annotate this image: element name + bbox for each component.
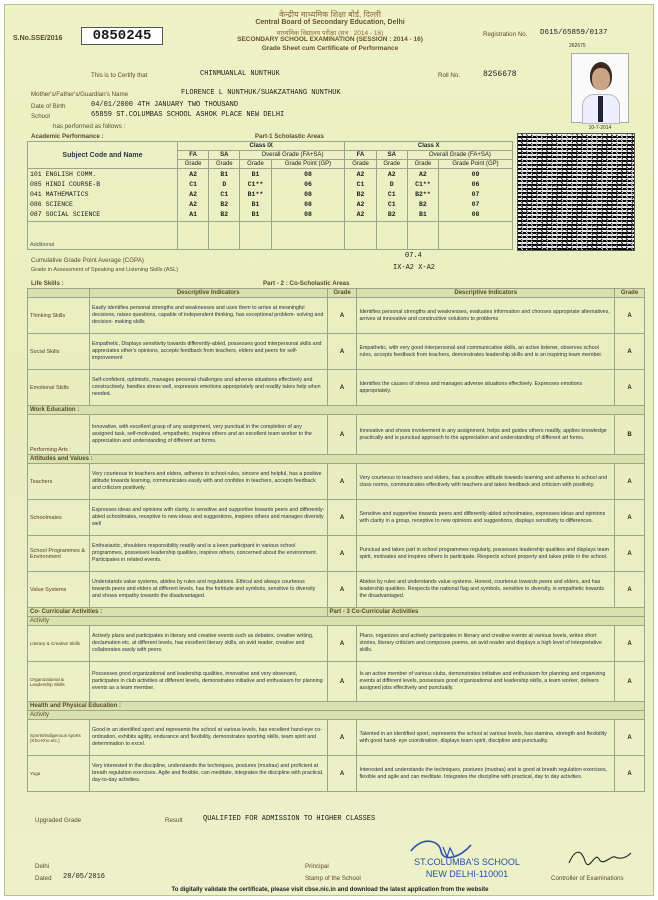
table-row: [28, 370, 645, 406]
cgpa-label: Cumulative Grade Point Average (CGPA): [31, 257, 144, 264]
gp-cell: 08: [471, 211, 480, 219]
grade-cell: C1: [220, 191, 229, 199]
grade-cell: B1: [220, 171, 229, 178]
gp-cell: 09: [471, 171, 480, 178]
certify-label: This is to Certify that: [91, 72, 148, 79]
table-row: [28, 756, 645, 792]
roll-label: Roll No.: [438, 72, 461, 79]
descriptor: Very courteous to teachers and elders, adheres to school rules, sincere and helpful, has a positive attitude towards learning, communicates easily with and confides in teachers, accepts feedback and criticism positively.: [89, 464, 327, 500]
gp-cell: 07: [471, 201, 480, 209]
grade-cell: A: [327, 756, 357, 792]
stamp-line-1: ST.COLUMBA'S SCHOOL: [414, 857, 520, 867]
grade-cell: A: [327, 298, 357, 334]
subject-name: 086 SCIENCE: [30, 201, 73, 209]
stamp-label: Stamp of the School: [305, 875, 361, 882]
grade-cell: C1: [189, 181, 197, 189]
grade9b-header: Grade: [209, 160, 240, 169]
grade-cell: A: [327, 720, 357, 756]
grade-cell: A: [614, 662, 644, 702]
sa9-header: SA: [209, 151, 240, 160]
grade10c-header: Grade: [407, 160, 438, 169]
fa10-header: FA: [345, 151, 376, 160]
school-stamp: [401, 835, 531, 887]
table-row: [28, 720, 645, 756]
grade-cell: A: [327, 370, 357, 406]
subject-name: 041 MATHEMATICS: [30, 191, 89, 199]
grade-cell: A: [327, 334, 357, 370]
scholastic-table: [27, 141, 513, 250]
life-skills-title: Life Skills :: [31, 280, 64, 287]
descriptor: Innovative, with excellent grasp of any assignment, very punctual in the completion of any assigned task, self-motivated, empathetic, inspires others and an excellent team worker to the appreciation and understanding of different art forms.: [89, 415, 327, 455]
photo-caption: 10-7-2014: [588, 125, 612, 131]
grade-cell: A: [614, 536, 644, 572]
subject-name: 101 ENGLISH COMM.: [30, 171, 97, 178]
dob-value: 04/01/2000 4TH JANUARY TWO THOUSAND: [91, 101, 239, 109]
exam-hindi: माध्यमिक विद्यालय परीक्षा (सत्र : 2014 - 16): [276, 30, 384, 37]
grade-cell: A: [614, 464, 644, 500]
descriptor: Talented in an identified sport, represents the school at various levels, has stamina, strength and flexibility with good hand- eye coordination, displays team spirit, discipline and punctuality.: [357, 720, 615, 756]
serial-number: 0850245: [81, 27, 163, 45]
grade-cell: A: [327, 626, 357, 662]
row-label: Yoga: [28, 756, 90, 792]
grade-cell: A: [614, 298, 644, 334]
grade-cell: A: [614, 756, 644, 792]
registration-label: Registration No.: [483, 31, 528, 38]
photo-code: 262675: [569, 43, 586, 49]
gp-cell: 07: [471, 191, 480, 199]
activity-header: Activity: [28, 617, 645, 626]
table-row: [28, 500, 645, 536]
descriptor: Possesses good organizational and leadership qualities, innovative and very observant, participates in club activities at different levels, demonstrates initiative and enthusiasm for planning events as a team member.: [89, 662, 327, 702]
date-label: Dated: [35, 875, 52, 882]
desc-header-10: Descriptive Indicators: [357, 289, 615, 298]
stamp-line-2: NEW DELHI-110001: [425, 869, 509, 879]
board-hindi: केन्द्रीय माध्यमिक शिक्षा बोर्ड, दिल्ली: [279, 10, 381, 19]
descriptor: Plans, organizes and actively participates in literary and creative events at various levels, writes short stories, literary criticism and composes poems, an avid reader and displays a high level of interpretative skills.: [357, 626, 615, 662]
grade-cell: A2: [189, 171, 197, 178]
row-label: Sports/Indigenous sports (Kho-Kho etc.): [28, 720, 90, 756]
table-row: [28, 662, 645, 702]
table-row: [28, 536, 645, 572]
result-value: QUALIFIED FOR ADMISSION TO HIGHER CLASSES: [203, 815, 376, 823]
descriptor: Identifies the causes of stress and manages adverse situations effectively. Expresses emotions appropriately.: [357, 370, 615, 406]
descriptor: Is an active member of various clubs, demonstrates initiative and enthusiasm for planning and organizing events at different levels, possesses good organizational and leadership skills, a team worker, delivers assigned jobs effectively and punctually.: [357, 662, 615, 702]
table-row: [28, 572, 645, 608]
gp-cell: 08: [304, 171, 312, 178]
attitudes-title: Attitudes and Values :: [28, 455, 645, 464]
descriptor: Good in an identified sport and represents the school at various levels, has excellent hand-eye co-ordination, exhibits agility, endurance and flexibility, demonstrates sporting skills, team spirit and determination to excel.: [89, 720, 327, 756]
date-value: 28/05/2016: [63, 873, 106, 881]
academic-title: Academic Performance :: [31, 133, 104, 140]
grade-cell: A2: [356, 211, 365, 219]
grade9c-header: Grade: [240, 160, 271, 169]
health-activity-header: Activity: [28, 711, 645, 720]
table-row: [28, 464, 645, 500]
descriptor: Sensitive and supportive towards peers and differently-abled schoolmates, expresses ideas and opinions with clarity in a group, receptive to new opinions and suggestions, displays sensitivity to differences.: [357, 500, 615, 536]
row-label: Literary & Creative Skills: [28, 626, 90, 662]
row-label: Emotional Skills: [28, 370, 90, 406]
grade-cell: B1: [251, 201, 260, 209]
grade-header-10: Grade: [614, 289, 644, 298]
grade-cell: B2**: [415, 191, 431, 199]
grade-header-9: Grade: [327, 289, 357, 298]
grade10b-header: Grade: [376, 160, 407, 169]
parents-name: FLORENCE L NUNTHUK/SUAKZATHANG NUNTHUK: [181, 89, 341, 97]
asl-value: IX-A2 X-A2: [393, 264, 436, 272]
gp-cell: 08: [304, 201, 312, 209]
grade-cell: A: [614, 572, 644, 608]
descriptor: Understands value systems, abides by rules and regulations. Ethical and always courteous towards peers and elders at different levels, has the fortitude and symbols, sensitive to diversity and shows empathy towards the disadvantaged.: [89, 572, 327, 608]
grade-cell: A: [614, 334, 644, 370]
class9-header: Class IX: [178, 142, 345, 151]
grade-cell: A2: [189, 201, 197, 209]
grade-cell: A2: [387, 171, 396, 178]
grade-cell: B2: [387, 211, 396, 219]
grade-cell: A2: [419, 171, 427, 178]
grade-cell: C1: [356, 181, 365, 189]
student-name: CHINMUANLAL NUNTHUK: [200, 70, 280, 78]
grade-cell: A: [327, 415, 357, 455]
grade-cell: A: [327, 500, 357, 536]
part2-title: Part - 2 : Co-Scholastic Areas: [263, 280, 350, 287]
grade-cell: C1**: [415, 181, 431, 189]
verify-note: To digitally validate the certificate, please visit cbse.nic.in and download the latest application from the website: [171, 887, 489, 893]
row-label: School Programmes & Environment: [28, 536, 90, 572]
controller-signature: [565, 843, 635, 871]
descriptor: Abides by rules and understands value systems. Honest, courteous towards peers and elders, and has leadership qualities. Respects the national flag and symbols, sensitive to diversity, is empathetic towards the disadvantaged.: [357, 572, 615, 608]
registration-number: D615/65859/0137: [540, 29, 608, 37]
cgpa-value: 07.4: [405, 252, 422, 260]
grade9a-header: Grade: [178, 160, 209, 169]
overall9-header: Overall Grade (FA+SA): [240, 151, 345, 160]
descriptor: Very courteous to teachers and elders, has a positive attitude towards learning and adheres to school and class norms, communicates effectively with teachers and takes feedback and criticism with positivity.: [357, 464, 615, 500]
overall10-header: Overall Grade (FA+SA): [407, 151, 512, 160]
grade-cell: C1**: [247, 181, 264, 189]
gp-cell: 08: [304, 211, 312, 219]
descriptor: Interested and understands the techniques, postures (mudras) and is good at breath regulation exercises, flexible and agile and can meditate. Integrates the discipline with practical, day to day activities.: [357, 756, 615, 792]
descriptor: Easily identifies personal strengths and weaknesses and uses them to arrive at meaningful decisions, raises questions, capable of independent thinking, has exceptional problem- solving and decision- making skills: [89, 298, 327, 334]
grade-cell: B1: [251, 211, 260, 219]
grade-cell: A: [614, 626, 644, 662]
row-label: Teachers: [28, 464, 90, 500]
row-label: Organizational & Leadership Skills: [28, 662, 90, 702]
grade-cell: A1: [189, 211, 197, 219]
row-label: Value Systems: [28, 572, 90, 608]
school-label: School: [31, 113, 50, 120]
dob-label: Date of Birth: [31, 103, 66, 110]
descriptor: Self-confident, optimistic, manages personal challenges and adverse situations effectively and constructively, handles stress well, expresses emotions appropriately and readily takes help when needed.: [89, 370, 327, 406]
performed-label: has performed as follows :: [53, 123, 126, 130]
gp-cell: 08: [304, 191, 312, 199]
grade-cell: A: [614, 500, 644, 536]
grade-cell: A: [327, 464, 357, 500]
part3-title: Part - 3 Co-Curricular Activities: [327, 608, 645, 617]
gp-cell: 06: [471, 181, 480, 189]
exam-name: SECONDARY SCHOOL EXAMINATION (SESSION : 2014 - 16): [237, 36, 423, 43]
grade-cell: A: [327, 536, 357, 572]
subject-name: 087 SOCIAL SCIENCE: [30, 211, 101, 219]
certificate-title: Grade Sheet cum Certificate of Performance: [261, 45, 399, 52]
descriptor: Enthusiastic, shoulders responsibility readily and is a keen participant in various school programmes, possesses leadership qualities, inspires others, concerned about the environment. Participates in related events.: [89, 536, 327, 572]
row-label: Schoolmates: [28, 500, 90, 536]
additional-label: Additional: [28, 222, 178, 250]
grade-cell: B2: [356, 191, 365, 199]
subject-header: Subject Code and Name: [28, 142, 178, 169]
grade-cell: B1**: [247, 191, 264, 199]
grade-cell: B: [614, 415, 644, 455]
descriptor: Expresses ideas and opinions with clarity, is sensitive and supportive towards peers and differently-abled schoolmates, receptive to new ideas and suggestions, inspires others and manages diversity well: [89, 500, 327, 536]
row-label: Thinking Skills: [28, 298, 90, 334]
grade-cell: A2: [356, 201, 365, 209]
qr-code: [517, 133, 635, 251]
place-label: Delhi: [35, 863, 50, 870]
descriptor: Punctual and takes part in school programmes regularly, possesses leadership qualities and displays team spirit, motivates and inspires others to participate. Respects school property and takes pride in the school.: [357, 536, 615, 572]
school-value: 65859 ST.COLUMBAS SCHOOL ASHOK PLACE NEW DELHI: [91, 111, 285, 119]
descriptor: Very interested in the discipline, understands the techniques, postures (mudras) and proficient at breath regulation exercises. Agile and flexible, can meditate, integrates the discipline with practical, day-to-day activities.: [89, 756, 327, 792]
grade-cell: A: [327, 662, 357, 702]
grade-cell: C1: [387, 201, 396, 209]
board-name: Central Board of Secondary Education, Delhi: [255, 19, 405, 26]
grade-cell: B1: [419, 211, 427, 219]
table-row: [28, 298, 645, 334]
parents-label: Mother's/Father's/Guardian's Name: [31, 91, 129, 98]
grade-cell: A2: [189, 191, 197, 199]
table-row: [28, 169, 513, 222]
table-row: [28, 415, 645, 455]
row-label: Performing Arts :: [28, 415, 90, 455]
fa9-header: FA: [178, 151, 209, 160]
class10-header: Class X: [345, 142, 513, 151]
principal-label: Principal: [305, 863, 329, 870]
desc-header-9: Descriptive Indicators: [89, 289, 327, 298]
grade-cell: A2: [356, 171, 365, 178]
upgraded-label: Upgraded Grade: [35, 817, 82, 824]
grade-cell: B2: [419, 201, 427, 209]
table-row: [28, 626, 645, 662]
grade-cell: A: [614, 370, 644, 406]
cocurricular-title: Co- Curricular Activities :: [28, 608, 328, 617]
certificate-sheet: [4, 4, 654, 896]
descriptor: Identifies personal strengths and weaknesses, evaluates information and chooses appropriate alternatives, arrives at innovative and constructive solutions to problems: [357, 298, 615, 334]
descriptor: Actively plans and participates in literary and creative events such as debates, creative writing, declamation etc. at different levels, has excellent literary skills, an avid reader, creative and collaborates easily with peers.: [89, 626, 327, 662]
row-label: Social Skills: [28, 334, 90, 370]
grade-cell: B2: [220, 211, 229, 219]
table-row: [28, 334, 645, 370]
part1-title: Part-1 Scholastic Areas: [255, 133, 324, 140]
work-title: Work Education :: [28, 406, 645, 415]
subject-name: 085 HINDI COURSE-B: [30, 181, 101, 189]
life-skills-table: [27, 288, 645, 792]
grade10a-header: Grade: [345, 160, 376, 169]
asl-label: Grade in Assessment of Speaking and Listening Skills (ASL): [31, 267, 179, 273]
roll-number: 8256678: [483, 70, 517, 79]
gp9-header: Grade Point (GP): [271, 160, 345, 169]
grade-cell: A: [614, 720, 644, 756]
descriptor: Innovative and shows involvement in any assignment, helps and guides others readily, applies knowledge practically and is punctual approach to the appreciation and understanding of different art forms.: [357, 415, 615, 455]
result-label: Result: [165, 817, 183, 824]
grade-cell: C1: [387, 191, 396, 199]
descriptor: Empathetic, Displays sensitivity towards differently-abled, possesses good interpersonal skills and appreciates other's opinions, accepts feedback from teachers, elders and peers for self-improvement: [89, 334, 327, 370]
student-photo: [571, 53, 629, 123]
grade-cell: D: [389, 181, 394, 189]
controller-label: Controller of Examinations: [551, 875, 624, 882]
gp-cell: 06: [304, 181, 312, 189]
descriptor: Empathetic, with very good interpersonal and communicative skills, an active listener, observes school rules, accepts feedback from teachers, demonstrates leadership skills and is an inspiring team member.: [357, 334, 615, 370]
gp10-header: Grade Point (GP): [439, 160, 513, 169]
sa10-header: SA: [376, 151, 407, 160]
grade-cell: B2: [220, 201, 229, 209]
health-title: Health and Physical Education :: [28, 702, 645, 711]
serial-label: S.No.SSE/2016: [13, 35, 63, 42]
grade-cell: A: [327, 572, 357, 608]
grade-cell: D: [222, 181, 227, 189]
grade-cell: B1: [251, 171, 260, 178]
